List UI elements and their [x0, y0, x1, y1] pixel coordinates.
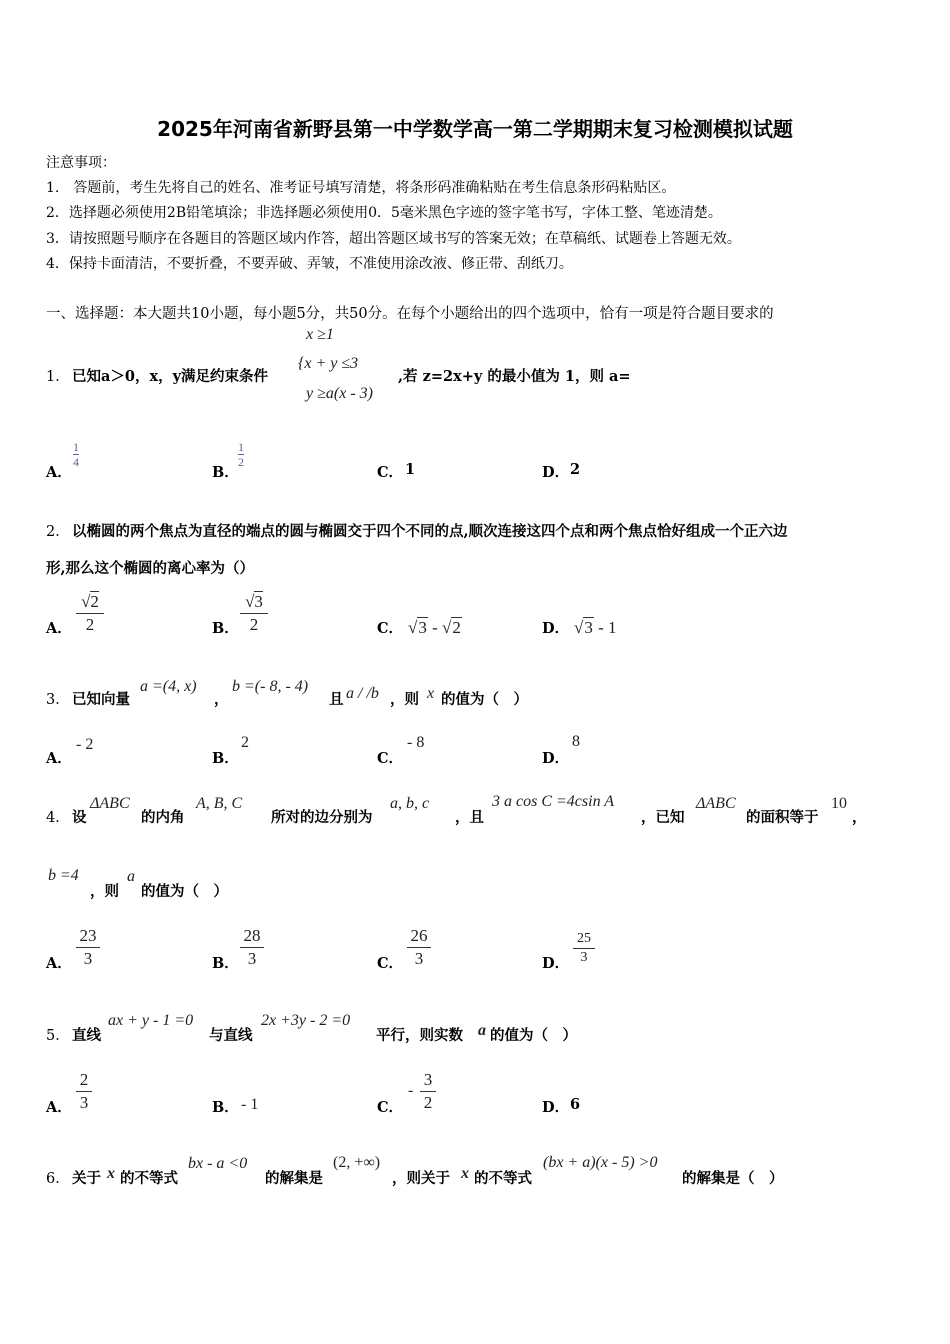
option-a-fraction: √2 2 — [76, 592, 104, 635]
question-text: 的值为（ ） — [141, 883, 228, 900]
notice-heading: 注意事项： — [46, 155, 116, 171]
option-d-value: 6 — [570, 1096, 581, 1113]
question-text: ，已知 — [641, 809, 685, 826]
math-variable: x — [461, 1165, 469, 1182]
question-text: 的解集是 — [265, 1170, 323, 1187]
notice-item: 2．选择题必须使用2B铅笔填涂；非选择题必须使用0．5毫米黑色字迹的签字笔书写，字体工整、笔迹清楚。 — [46, 205, 722, 221]
math-expression: a =(4, x) — [140, 678, 197, 695]
question-text: ， — [214, 691, 229, 708]
option-label-c[interactable]: C． — [377, 955, 404, 972]
option-label-d[interactable]: D． — [542, 955, 570, 972]
question-text: 的不等式 — [474, 1170, 532, 1187]
question-text: ， — [852, 809, 867, 826]
question-text: 以椭圆的两个焦点为直径的端点的圆与椭圆交于四个不同的点,顺次连接这四个点和两个焦点恰好组成一个正六边 — [72, 523, 788, 540]
question-text: 的不等式 — [120, 1170, 178, 1187]
math-expression: x — [427, 685, 435, 702]
option-b-value: - 1 — [241, 1096, 259, 1113]
notice-item: 1. 答题前，考生先将自己的姓名、准考证号填写清楚，将条形码准确粘贴在考生信息条形码粘贴区。 — [46, 180, 676, 196]
section-heading: 一、选择题：本大题共10小题，每小题5分，共50分。在每个小题给出的四个选项中，恰有一项是符合题目要求的 — [46, 306, 774, 322]
math-expression: b =4 — [48, 867, 79, 884]
question-text: 关于 — [72, 1170, 101, 1187]
option-label-c[interactable]: C． — [377, 750, 404, 767]
option-d-fraction: 25 3 — [573, 931, 595, 966]
option-label-b[interactable]: B． — [212, 955, 239, 972]
option-a-fraction: 2 3 — [76, 1070, 92, 1113]
option-label-b[interactable]: B． — [212, 750, 239, 767]
question-text: ，则 — [90, 883, 119, 900]
option-a-value: - 2 — [76, 736, 94, 753]
question-text: 平行，则实数 — [376, 1027, 463, 1044]
math-expression: (2, +∞) — [333, 1154, 381, 1171]
option-label-d[interactable]: D． — [542, 464, 570, 481]
math-variable: x — [107, 1165, 115, 1182]
option-label-a[interactable]: A． — [46, 1099, 72, 1116]
option-c-value: 1 — [405, 461, 416, 478]
option-label-a[interactable]: A． — [46, 464, 72, 481]
question-text: 的解集是（ ） — [682, 1170, 784, 1187]
question-text: ，且 — [455, 809, 484, 826]
option-label-c[interactable]: C． — [377, 1099, 404, 1116]
math-expression: ax + y - 1 =0 — [108, 1012, 194, 1029]
math-expression: a — [478, 1022, 486, 1039]
question-number: 2． — [46, 524, 70, 540]
option-b-fraction: 1 2 — [238, 440, 244, 469]
math-expression: ΔABC — [90, 795, 130, 812]
question-text: ,若 z=2x+y 的最小值为 1，则 a= — [398, 368, 631, 385]
question-text: 所对的边分别为 — [271, 809, 373, 826]
option-label-a[interactable]: A． — [46, 620, 72, 637]
question-text: ，则关于 — [392, 1170, 450, 1187]
option-d-value: 8 — [572, 733, 580, 750]
option-d-value: 2 — [570, 461, 581, 478]
question-text: 已知向量 — [72, 691, 130, 708]
question-text: ，则 — [390, 691, 419, 708]
constraint-line: {x + y ≤3 — [298, 355, 359, 372]
question-number: 5． — [46, 1028, 70, 1044]
page-title: 2025年河南省新野县第一中学数学高一第二学期期末复习检测模拟试题 — [157, 117, 793, 141]
constraint-line: y ≥a(x - 3) — [306, 385, 373, 402]
option-b-fraction: 28 3 — [240, 926, 264, 969]
option-label-a[interactable]: A． — [46, 955, 72, 972]
option-label-c[interactable]: C． — [377, 464, 404, 481]
question-text: 的面积等于 — [746, 809, 819, 826]
option-b-value: 2 — [241, 734, 249, 751]
option-label-d[interactable]: D． — [542, 620, 570, 637]
math-expression: a — [127, 868, 135, 885]
question-number: 3． — [46, 692, 70, 708]
question-number: 1． — [46, 369, 70, 385]
constraint-line: x ≥1 — [306, 326, 334, 343]
option-c-expression: √3 - √2 — [408, 618, 461, 637]
question-text: 的内角 — [141, 809, 185, 826]
notice-item: 3．请按照题号顺序在各题目的答题区域内作答，超出答题区域书写的答案无效；在草稿纸、试题卷上答题无效。 — [46, 231, 741, 247]
math-expression: 2x +3y - 2 =0 — [261, 1012, 351, 1029]
option-d-expression: √3 - 1 — [574, 618, 617, 637]
question-text: 设 — [72, 809, 87, 826]
notice-item: 4．保持卡面清洁，不要折叠，不要弄破、弄皱，不准使用涂改液、修正带、刮纸刀。 — [46, 256, 573, 272]
option-b-fraction: √3 2 — [240, 592, 268, 635]
math-expression: 3 a cos C =4csin A — [492, 793, 615, 810]
option-c-value: - 8 — [407, 734, 425, 751]
math-expression: a / /b — [346, 685, 379, 702]
option-c-fraction: 3 2 — [420, 1070, 436, 1113]
option-label-d[interactable]: D． — [542, 1099, 570, 1116]
math-expression: 10 — [831, 795, 847, 812]
option-label-a[interactable]: A． — [46, 750, 72, 767]
option-label-b[interactable]: B． — [212, 620, 239, 637]
option-a-fraction: 1 4 — [73, 440, 79, 469]
question-text: 的值为（ ） — [441, 691, 528, 708]
question-text: 直线 — [72, 1027, 101, 1044]
question-number: 6． — [46, 1171, 70, 1187]
math-expression: A, B, C — [196, 795, 243, 812]
question-text: 的值为（ ） — [490, 1027, 577, 1044]
math-expression: b =(- 8, - 4) — [232, 678, 309, 695]
question-text: 与直线 — [209, 1027, 253, 1044]
question-text: 且 — [329, 691, 344, 708]
option-label-b[interactable]: B． — [212, 464, 239, 481]
option-label-c[interactable]: C． — [377, 620, 404, 637]
math-expression: a, b, c — [390, 795, 430, 812]
option-c-sign: - — [408, 1082, 414, 1099]
math-expression: ΔABC — [696, 795, 736, 812]
question-text: 形,那么这个椭圆的离心率为（） — [46, 560, 255, 577]
math-expression: bx - a <0 — [188, 1155, 248, 1172]
option-c-fraction: 26 3 — [407, 926, 431, 969]
option-a-fraction: 23 3 — [76, 926, 100, 969]
question-number: 4． — [46, 810, 70, 826]
option-label-d[interactable]: D． — [542, 750, 570, 767]
question-text: 已知a＞0，x，y满足约束条件 — [72, 368, 269, 385]
option-label-b[interactable]: B． — [212, 1099, 239, 1116]
math-expression: (bx + a)(x - 5) >0 — [543, 1154, 658, 1171]
